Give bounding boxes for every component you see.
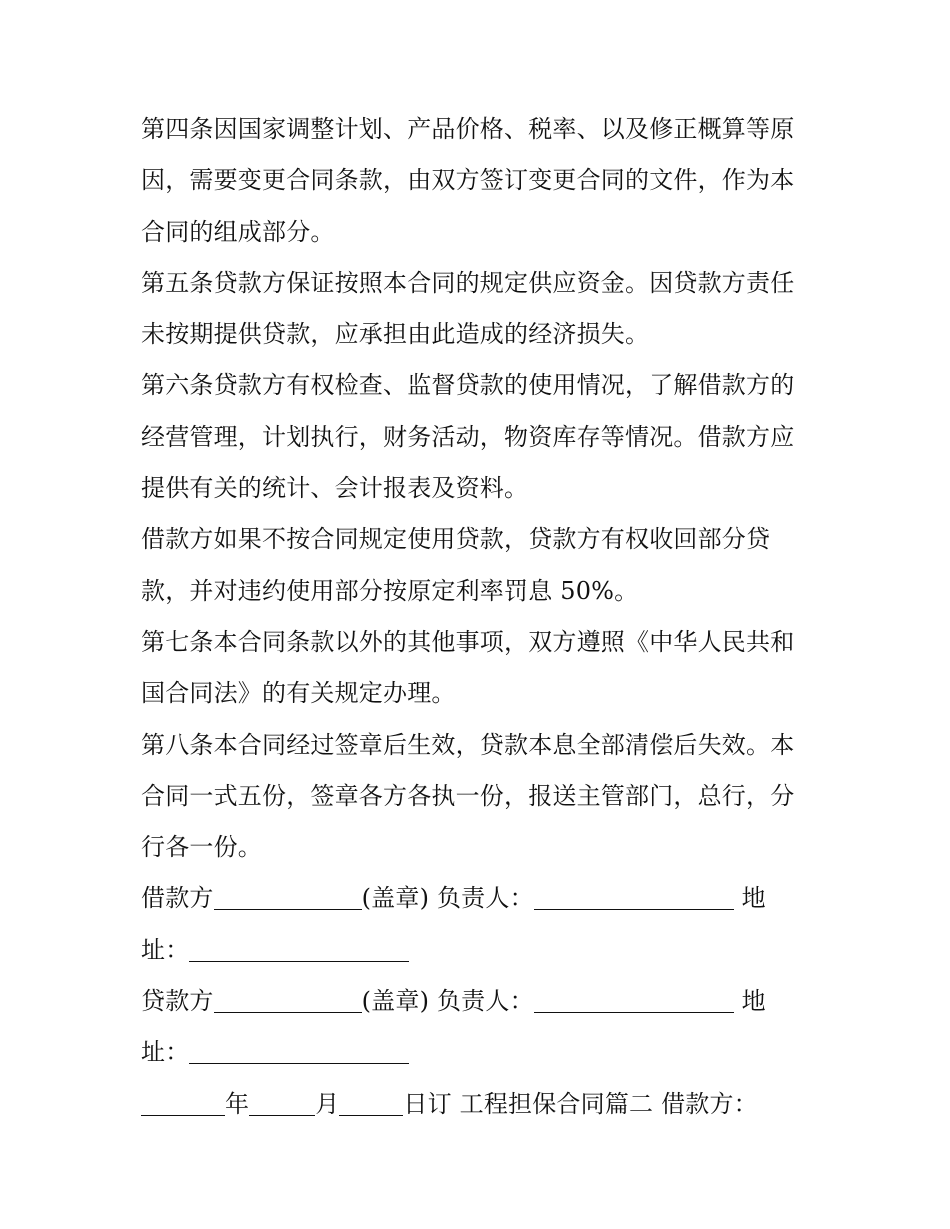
signing-date-line [141,1079,821,1130]
day-blank [339,1091,403,1116]
text-line-article-8-line-1: 第八条本合同经过签章后生效，贷款本息全部清偿后失效。本 [141,730,795,759]
text-line-penalty-line-1: 借款方如果不按合同规定使用贷款，贷款方有权收回部分贷 [141,525,771,554]
lender-signature-line [141,976,821,1027]
lender-responsible-label: 负责人： [429,987,534,1016]
borrower-responsible-label: 负责人： [429,884,534,913]
text-line-penalty-line-2: 款，并对违约使用部分按原定利率罚息 50%。 [141,576,639,605]
text-line-article-5-line-2: 未按期提供贷款，应承担由此造成的经济损失。 [141,320,650,349]
text-line-article-6-line-2: 经营管理，计划执行，财务活动，物资库存等情况。借款方应 [141,422,795,451]
borrower-address-label-start: 地 [733,884,766,913]
lender-label: 贷款方 [141,987,214,1016]
lender-address-label-start: 地 [733,987,766,1016]
borrower-responsible-blank [534,885,734,910]
day-and-next-section-text: 日订 工程担保合同篇二 借款方： [403,1089,758,1118]
text-line-article-7-line-1: 第七条本合同条款以外的其他事项，双方遵照《中华人民共和 [141,627,795,656]
year-label: 年 [225,1089,250,1118]
lender-address-label-end: 址： [141,1038,190,1067]
borrower-address-blank [189,937,409,962]
borrower-name-blank [214,885,362,910]
text-line-article-8-line-3: 行各一份。 [141,833,262,862]
borrower-label: 借款方 [141,884,214,913]
month-label: 月 [315,1089,340,1118]
month-blank [249,1091,315,1116]
lender-responsible-blank [534,988,734,1013]
lender-seal-text: (盖章) [361,987,430,1016]
borrower-seal-text: (盖章) [361,884,430,913]
borrower-address-label-end: 址： [141,935,190,964]
text-line-article-6-line-1: 第六条贷款方有权检查、监督贷款的使用情况，了解借款方的 [141,371,795,400]
text-line-article-6-line-3: 提供有关的统计、会计报表及资料。 [141,474,529,503]
text-line-article-4-line-1: 第四条因国家调整计划、产品价格、税率、以及修正概算等原 [141,115,795,143]
borrower-signature-line [141,873,821,924]
contract-text [141,104,821,1130]
lender-name-blank [214,988,362,1013]
text-line-article-8-line-2: 合同一式五份，签章各方各执一份，报送主管部门，总行，分 [141,781,795,810]
lender-address-blank [189,1039,409,1064]
text-line-article-4-line-2: 因，需要变更合同条款，由双方签订变更合同的文件，作为本 [141,166,795,195]
text-line-article-5-line-1: 第五条贷款方保证按照本合同的规定供应资金。因贷款方责任 [141,268,795,297]
text-line-article-4-line-3: 合同的组成部分。 [141,217,335,246]
lender-address-line [141,1027,821,1078]
borrower-address-line [141,925,821,976]
year-blank [141,1091,225,1116]
text-line-article-7-line-2: 国合同法》的有关规定办理。 [141,679,456,708]
